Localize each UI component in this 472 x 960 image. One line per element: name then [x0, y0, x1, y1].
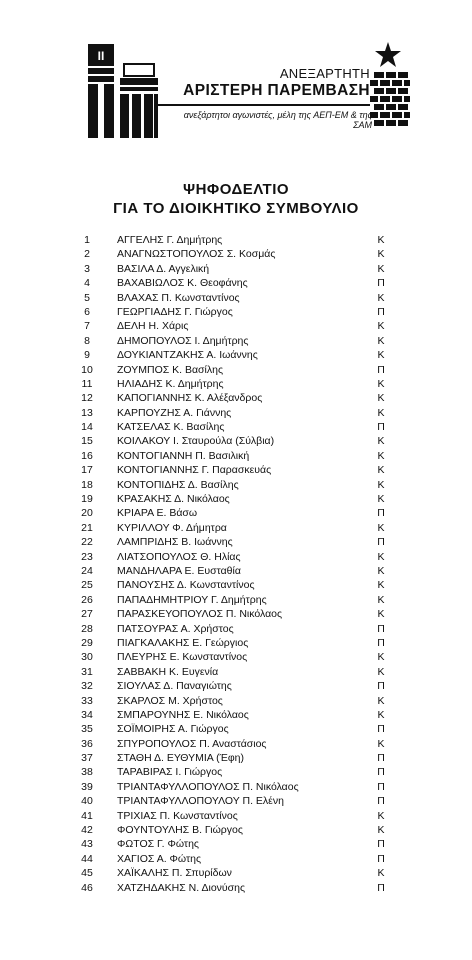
candidate-row	[0, 550, 472, 564]
candidate-name: ΚΑΡΠΟΥΖΗΣ Α. Γιάννης	[117, 406, 232, 419]
candidate-number: 24	[81, 564, 93, 577]
candidate-name: ΜΑΝΔΗΛΑΡΑ Ε. Ευσταθία	[117, 564, 241, 577]
candidate-row	[0, 578, 472, 592]
candidate-mark: Κ	[377, 320, 385, 333]
candidate-number: 12	[81, 392, 93, 405]
candidate-mark: Π	[377, 363, 385, 376]
candidate-number: 36	[81, 737, 93, 750]
candidate-number: 6	[84, 305, 90, 318]
candidate-mark: Κ	[377, 248, 385, 261]
candidate-mark: Κ	[377, 262, 385, 275]
candidate-row	[0, 506, 472, 520]
candidate-row	[0, 751, 472, 765]
candidate-mark: Κ	[377, 291, 385, 304]
candidate-row	[0, 377, 472, 391]
candidate-row	[0, 406, 472, 420]
ballot-subtitle: ΓΙΑ ΤΟ ΔΙΟΙΚΗΤΙΚΟ ΣΥΜΒΟΥΛΙΟ	[113, 200, 359, 217]
candidate-name: ΛΑΜΠΡΙΔΗΣ Β. Ιωάννης	[117, 536, 233, 549]
candidate-number: 2	[84, 248, 90, 261]
candidate-number: 21	[81, 521, 93, 534]
candidate-number: 13	[81, 406, 93, 419]
candidate-name: ΖΟΥΜΠΟΣ Κ. Βασίλης	[117, 363, 224, 376]
candidate-name: ΚΑΠΟΓΙΑΝΝΗΣ Κ. Αλέξανδρος	[117, 392, 263, 405]
logo-mark: II	[97, 49, 105, 63]
candidate-row	[0, 478, 472, 492]
candidate-mark: Κ	[377, 377, 385, 390]
candidate-row	[0, 679, 472, 693]
candidate-number: 16	[81, 449, 93, 462]
candidate-name: ΠΑΤΣΟΥΡΑΣ Α. Χρήστος	[117, 622, 234, 635]
candidate-name: ΣΤΑΘΗ Δ. ΕΥΘΥΜΙΑ (Έφη)	[117, 752, 244, 765]
candidate-number: 32	[81, 680, 93, 693]
candidate-mark: Π	[377, 622, 385, 635]
candidate-row	[0, 694, 472, 708]
candidate-mark: Π	[377, 421, 385, 434]
candidate-number: 31	[81, 665, 93, 678]
candidate-name: ΧΑΪΚΑΛΗΣ Π. Σπυρίδων	[117, 867, 232, 880]
candidate-row	[0, 391, 472, 405]
candidate-row	[0, 535, 472, 549]
ballot-title: ΨΗΦΟΔΕΛΤΙΟ	[182, 181, 290, 198]
candidate-row	[0, 363, 472, 377]
candidate-number: 25	[81, 579, 93, 592]
candidate-name: ΣΠΥΡΟΠΟΥΛΟΣ Π. Αναστάσιος	[117, 737, 267, 750]
candidate-mark: Π	[377, 536, 385, 549]
candidate-name: ΧΑΓΙΟΣ Α. Φώτης	[117, 852, 202, 865]
candidate-name: ΔΟΥΚΙΑΝΤΖΑΚΗΣ Α. Ιωάννης	[117, 349, 258, 362]
candidate-row	[0, 262, 472, 276]
candidate-row	[0, 305, 472, 319]
candidate-mark: Π	[377, 838, 385, 851]
candidate-number: 3	[84, 262, 90, 275]
candidate-number: 1	[84, 234, 90, 246]
candidate-name: ΤΡΙΑΝΤΑΦΥΛΛΟΠΟΥΛΟΣ Π. Νικόλαος	[117, 780, 299, 793]
candidate-name: ΧΑΤΖΗΔΑΚΗΣ Ν. Διονύσης	[117, 881, 246, 894]
candidate-row	[0, 449, 472, 463]
candidate-mark: Π	[377, 305, 385, 318]
candidate-number: 37	[81, 752, 93, 765]
candidate-number: 15	[81, 435, 93, 448]
candidate-number: 28	[81, 622, 93, 635]
candidate-number: 33	[81, 694, 93, 707]
candidate-mark: Κ	[377, 608, 385, 621]
candidate-row	[0, 492, 472, 506]
candidate-number: 14	[81, 421, 93, 434]
candidate-row	[0, 722, 472, 736]
candidate-number: 29	[81, 636, 93, 649]
candidate-mark: Π	[377, 795, 385, 808]
candidate-mark: Π	[377, 636, 385, 649]
candidate-row	[0, 823, 472, 837]
candidate-row	[0, 463, 472, 477]
candidate-name: ΑΝΑΓΝΩΣΤΟΠΟΥΛΟΣ Σ. Κοσμάς	[117, 248, 276, 261]
candidate-name: ΚΟΝΤΟΓΙΑΝΝΗΣ Γ. Παρασκευάς	[117, 464, 272, 477]
candidate-mark: Κ	[377, 550, 385, 563]
candidate-number: 9	[84, 349, 90, 362]
logo-star-wall-icon	[370, 40, 410, 140]
candidate-number: 7	[84, 320, 90, 333]
candidate-number: 43	[81, 838, 93, 851]
brand-divider	[158, 104, 370, 106]
candidate-mark: Κ	[377, 593, 385, 606]
candidate-row	[0, 434, 472, 448]
candidate-mark: Κ	[377, 737, 385, 750]
candidate-name: ΣΑΒΒΑΚΗ Κ. Ευγενία	[117, 665, 219, 678]
candidate-list	[0, 233, 472, 895]
candidate-row	[0, 420, 472, 434]
candidate-mark: Κ	[377, 478, 385, 491]
candidate-number: 26	[81, 593, 93, 606]
candidate-number: 27	[81, 608, 93, 621]
candidate-number: 38	[81, 766, 93, 779]
candidate-name: ΣΙΟΥΛΑΣ Δ. Παναγιώτης	[117, 680, 232, 693]
candidate-name: ΠΙΑΓΚΑΛΑΚΗΣ Ε. Γεώργιος	[117, 636, 249, 649]
candidate-mark: Π	[377, 780, 385, 793]
candidate-mark: Κ	[377, 521, 385, 534]
candidate-mark: Κ	[377, 234, 385, 246]
candidate-name: ΗΛΙΑΔΗΣ Κ. Δημήτρης	[117, 377, 224, 390]
candidate-number: 11	[81, 377, 93, 390]
candidate-number: 22	[81, 536, 93, 549]
candidate-mark: Π	[377, 277, 385, 290]
candidate-mark: Π	[377, 881, 385, 894]
candidate-mark: Π	[377, 852, 385, 865]
candidate-number: 42	[81, 824, 93, 837]
candidate-name: ΚΟΝΤΟΓΙΑΝΝΗ Π. Βασιλική	[117, 449, 250, 462]
brand-subtitle: ανεξάρτητοι αγωνιστές, μέλη της ΑΕΠ-ΕΜ & της ΣΑΜ	[183, 110, 372, 130]
candidate-name: ΒΑΣΙΛΑ Δ. Αγγελική	[117, 262, 210, 275]
candidate-name: ΣΜΠΑΡΟΥΝΗΣ Ε. Νικόλαος	[117, 708, 249, 721]
candidate-name: ΠΑΠΑΔΗΜΗΤΡΙΟΥ Γ. Δημήτρης	[117, 593, 267, 606]
candidate-number: 20	[81, 507, 93, 520]
candidate-number: 10	[81, 363, 93, 376]
candidate-mark: Π	[377, 680, 385, 693]
candidate-row	[0, 607, 472, 621]
candidate-row	[0, 247, 472, 261]
candidate-number: 19	[81, 493, 93, 506]
candidate-mark: Π	[377, 766, 385, 779]
candidate-name: ΔΗΜΟΠΟΥΛΟΣ Ι. Δημήτρης	[117, 334, 249, 347]
candidate-mark: Κ	[377, 334, 385, 347]
candidate-row	[0, 636, 472, 650]
brand-name: ΑΡΙΣΤΕΡΗ ΠΑΡΕΜΒΑΣΗ	[183, 82, 370, 99]
candidate-mark: Κ	[377, 867, 385, 880]
candidate-name: ΠΛΕΥΡΗΣ Ε. Κωνσταντίνος	[117, 651, 248, 664]
candidate-row	[0, 622, 472, 636]
brand-top-label: ΑΝΕΞΑΡΤΗΤΗ	[279, 66, 370, 81]
candidate-row	[0, 593, 472, 607]
candidate-row	[0, 765, 472, 779]
candidate-name: ΚΑΤΣΕΛΑΣ Κ. Βασίλης	[117, 421, 225, 434]
candidate-mark: Κ	[377, 464, 385, 477]
candidate-row	[0, 291, 472, 305]
candidate-name: ΚΡΙΑΡΑ Ε. Βάσω	[117, 507, 198, 520]
candidate-mark: Κ	[377, 449, 385, 462]
candidate-row	[0, 319, 472, 333]
candidate-row	[0, 837, 472, 851]
candidate-number: 35	[81, 723, 93, 736]
candidate-row	[0, 708, 472, 722]
candidate-mark: Π	[377, 752, 385, 765]
candidate-name: ΚΡΑΣΑΚΗΣ Δ. Νικόλαος	[117, 493, 230, 506]
candidate-number: 8	[84, 334, 90, 347]
candidate-name: ΣΚΑΡΛΟΣ Μ. Χρήστος	[117, 694, 223, 707]
candidate-name: ΔΕΛΗ Η. Χάρις	[117, 320, 189, 333]
candidate-number: 44	[81, 852, 93, 865]
candidate-number: 30	[81, 651, 93, 664]
candidate-row	[0, 233, 472, 247]
candidate-mark: Κ	[377, 824, 385, 837]
candidate-number: 39	[81, 780, 93, 793]
candidate-mark: Κ	[377, 406, 385, 419]
candidate-row	[0, 521, 472, 535]
candidate-name: ΤΡΙΧΙΑΣ Π. Κωνσταντίνος	[117, 809, 238, 822]
candidate-number: 17	[81, 464, 93, 477]
candidate-number: 40	[81, 795, 93, 808]
candidate-name: ΚΟΙΛΑΚΟΥ Ι. Σταυρούλα (Σύλβια)	[117, 435, 275, 448]
candidate-name: ΒΛΑΧΑΣ Π. Κωνσταντίνος	[117, 291, 240, 304]
candidate-mark: Κ	[377, 665, 385, 678]
candidate-mark: Κ	[377, 435, 385, 448]
candidate-number: 45	[81, 867, 93, 880]
candidate-mark: Κ	[377, 708, 385, 721]
candidate-name: ΠΑΡΑΣΚΕΥΟΠΟΥΛΟΣ Π. Νικόλαος	[117, 608, 283, 621]
candidate-name: ΒΑΧΑΒΙΩΛΟΣ Κ. Θεοφάνης	[117, 277, 248, 290]
candidate-row	[0, 564, 472, 578]
candidate-name: ΚΥΡΙΛΛΟΥ Φ. Δήμητρα	[117, 521, 227, 534]
candidate-name: ΓΕΩΡΓΙΑΔΗΣ Γ. Γιώργος	[117, 305, 233, 318]
candidate-mark: Κ	[377, 564, 385, 577]
candidate-row	[0, 348, 472, 362]
candidate-number: 5	[84, 291, 90, 304]
candidate-mark: Κ	[377, 579, 385, 592]
candidate-number: 41	[81, 809, 93, 822]
candidate-row	[0, 852, 472, 866]
candidate-number: 46	[81, 881, 93, 894]
candidate-mark: Π	[377, 723, 385, 736]
candidate-row	[0, 866, 472, 880]
candidate-number: 23	[81, 550, 93, 563]
candidate-row	[0, 276, 472, 290]
candidate-name: ΦΩΤΟΣ Γ. Φώτης	[117, 838, 199, 851]
candidate-row	[0, 665, 472, 679]
candidate-row	[0, 780, 472, 794]
candidate-name: ΤΡΙΑΝΤΑΦΥΛΛΟΠΟΥΛΟΥ Π. Ελένη	[117, 795, 284, 808]
candidate-row	[0, 809, 472, 823]
candidate-name: ΣΟΪΜΟΙΡΗΣ Α. Γιώργος	[117, 723, 229, 736]
candidate-row	[0, 334, 472, 348]
candidate-row	[0, 881, 472, 895]
candidate-number: 18	[81, 478, 93, 491]
candidate-number: 34	[81, 708, 93, 721]
candidate-row	[0, 737, 472, 751]
logo-building-icon	[86, 38, 166, 138]
candidate-name: ΦΟΥΝΤΟΥΛΗΣ Β. Γιώργος	[117, 824, 243, 837]
candidate-mark: Κ	[377, 493, 385, 506]
candidate-name: ΠΑΝΟΥΣΗΣ Δ. Κωνσταντίνος	[117, 579, 255, 592]
candidate-name: ΤΑΡΑΒΙΡΑΣ Ι. Γιώργος	[117, 766, 223, 779]
candidate-number: 4	[84, 277, 90, 290]
candidate-mark: Κ	[377, 349, 385, 362]
candidate-mark: Κ	[377, 392, 385, 405]
candidate-row	[0, 794, 472, 808]
candidate-name: ΚΟΝΤΟΠΙΔΗΣ Δ. Βασίλης	[117, 478, 239, 491]
candidate-name: ΛΙΑΤΣΟΠΟΥΛΟΣ Θ. Ηλίας	[117, 550, 241, 563]
candidate-mark: Κ	[377, 694, 385, 707]
candidate-row	[0, 650, 472, 664]
candidate-mark: Κ	[377, 651, 385, 664]
candidate-mark: Π	[377, 507, 385, 520]
candidate-name: ΑΓΓΕΛΗΣ Γ. Δημήτρης	[117, 234, 223, 246]
candidate-mark: Κ	[377, 809, 385, 822]
